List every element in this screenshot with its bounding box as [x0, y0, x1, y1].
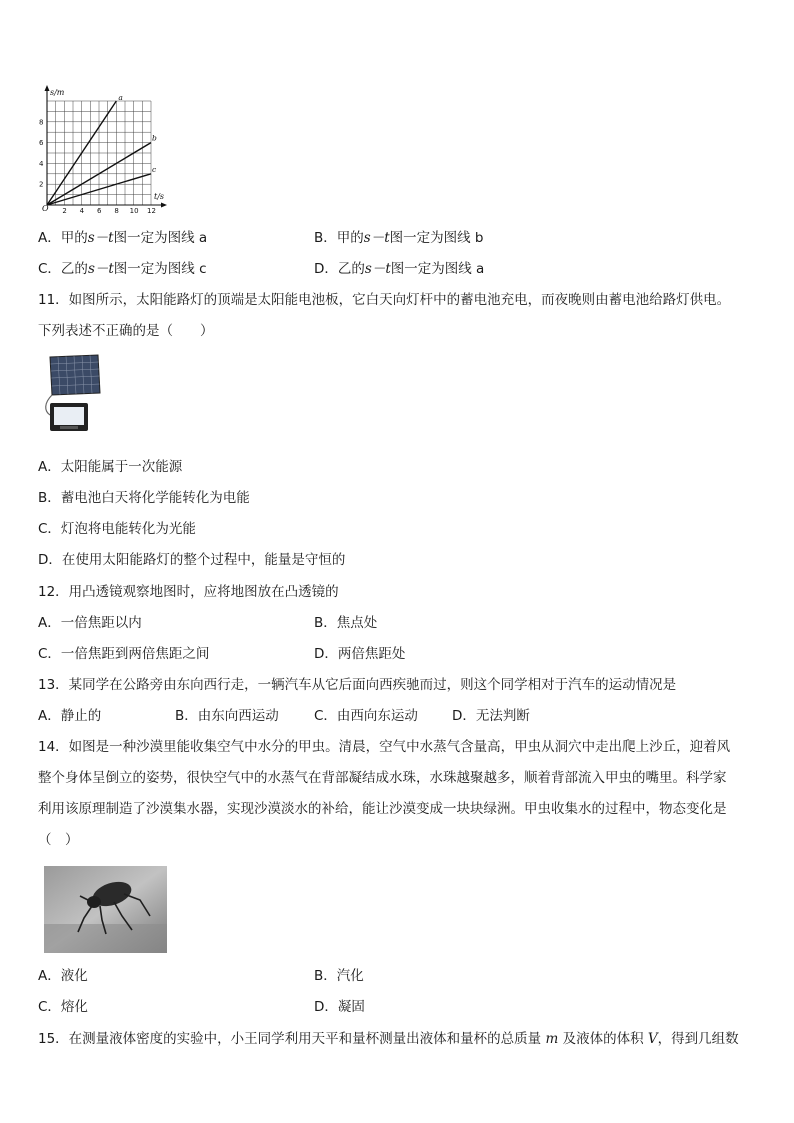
line-label-c: c — [152, 164, 157, 174]
x-tick-label: 8 — [114, 207, 119, 215]
q11-option-c: C．灯泡将电能转化为光能 — [38, 521, 196, 537]
q14-option-b: B．汽化 — [314, 968, 364, 984]
q15-stem — [38, 1030, 739, 1048]
option-text: 图一定为图线 a — [390, 261, 485, 277]
q13-option-c: C．由西向东运动 — [314, 708, 418, 724]
graph-axes — [45, 85, 168, 208]
volume-symbol: V — [647, 1031, 658, 1047]
q13-option-d: D．无法判断 — [452, 708, 530, 724]
q13-option-a: A．静止的 — [38, 708, 102, 724]
x-tick-label: 12 — [147, 207, 156, 215]
q11-option-a: A．太阳能属于一次能源 — [38, 459, 183, 475]
option-text: 图一定为图线 c — [113, 261, 207, 277]
solar-street-light-image — [40, 353, 104, 437]
stem-text: 15．在测量液体密度的实验中，小王同学利用天平和量杯测量出液体和量杯的总质量 — [38, 1031, 542, 1047]
y-tick-label: 2 — [39, 180, 44, 189]
x-tick-label: 2 — [62, 207, 67, 215]
q10-option-c — [38, 260, 207, 278]
q12-option-a: A．一倍焦距以内 — [38, 615, 142, 631]
q11-stem-line2: 下列表述不正确的是（ ） — [38, 323, 214, 339]
x-tick-label: 10 — [129, 207, 139, 215]
st-symbol: s－t — [87, 261, 114, 277]
st-symbol: s－t — [364, 261, 391, 277]
option-text: B．甲的 — [314, 230, 364, 246]
stem-text: ，得到几组数 — [657, 1031, 739, 1047]
x-axis-arrow — [161, 203, 167, 208]
q10-option-a — [38, 229, 207, 247]
x-tick-label: 6 — [97, 207, 102, 215]
q12-option-d: D．两倍焦距处 — [314, 646, 406, 662]
q13-option-b: B．由东向西运动 — [175, 708, 279, 724]
y-tick-label: 6 — [39, 139, 44, 148]
q14-option-c: C．熔化 — [38, 999, 88, 1015]
option-text: 图一定为图线 b — [389, 230, 484, 246]
q14-stem-line4: （ ） — [38, 832, 79, 848]
option-text: C．乙的 — [38, 261, 88, 277]
origin-label: O — [42, 204, 49, 213]
y-axis-arrow — [45, 85, 50, 91]
line-label-b: b — [152, 133, 157, 143]
q10-option-b — [314, 229, 484, 247]
q14-stem-line2: 整个身体呈倒立的姿势，很快空气中的水蒸气在背部凝结成水珠，水珠越聚越多，顺着背部流入甲虫的嘴里。科学家 — [38, 770, 727, 786]
x-axis-label: t/s — [154, 192, 165, 201]
q13-stem: 13．某同学在公路旁由东向西行走，一辆汽车从它后面向西疾驰而过，则这个同学相对于汽车的运动情况是 — [38, 677, 677, 693]
option-text: A．甲的 — [38, 230, 88, 246]
line-label-a: a — [118, 93, 123, 102]
q12-option-b: B．焦点处 — [314, 615, 378, 631]
desert-beetle-image — [44, 866, 167, 953]
q11-stem-line1: 11．如图所示，太阳能路灯的顶端是太阳能电池板，它白天向灯杆中的蓄电池充电，而夜晚则由蓄电池给路灯供电。 — [38, 292, 731, 308]
q12-stem: 12．用凸透镜观察地图时，应将地图放在凸透镜的 — [38, 584, 339, 600]
q11-option-d: D．在使用太阳能路灯的整个过程中，能量是守恒的 — [38, 552, 346, 568]
st-graph — [34, 84, 174, 216]
q12-option-c: C．一倍焦距到两倍焦距之间 — [38, 646, 210, 662]
q14-stem-line1: 14．如图是一种沙漠里能收集空气中水分的甲虫。清晨，空气中水蒸气含量高，甲虫从洞穴中走出爬上沙丘，迎着风 — [38, 739, 731, 755]
y-tick-label: 8 — [39, 118, 44, 127]
option-text: 图一定为图线 a — [113, 230, 208, 246]
mass-symbol: m — [545, 1031, 559, 1047]
q14-stem-line3: 利用该原理制造了沙漠集水器，实现沙漠淡水的补给，能让沙漠变成一块块绿洲。甲虫收集水的过程中，物态变化是 — [38, 801, 727, 817]
stem-text: 及液体的体积 — [562, 1031, 644, 1047]
st-symbol: s－t — [363, 230, 390, 246]
q11-option-b: B．蓄电池白天将化学能转化为电能 — [38, 490, 250, 506]
y-axis-label: s/m — [50, 88, 65, 97]
option-text: D．乙的 — [314, 261, 365, 277]
st-symbol: s－t — [87, 230, 114, 246]
q14-option-d: D．凝固 — [314, 999, 365, 1015]
q10-option-d — [314, 260, 484, 278]
q14-option-a: A．液化 — [38, 968, 88, 984]
x-tick-label: 4 — [79, 207, 85, 215]
y-tick-label: 4 — [39, 159, 44, 168]
